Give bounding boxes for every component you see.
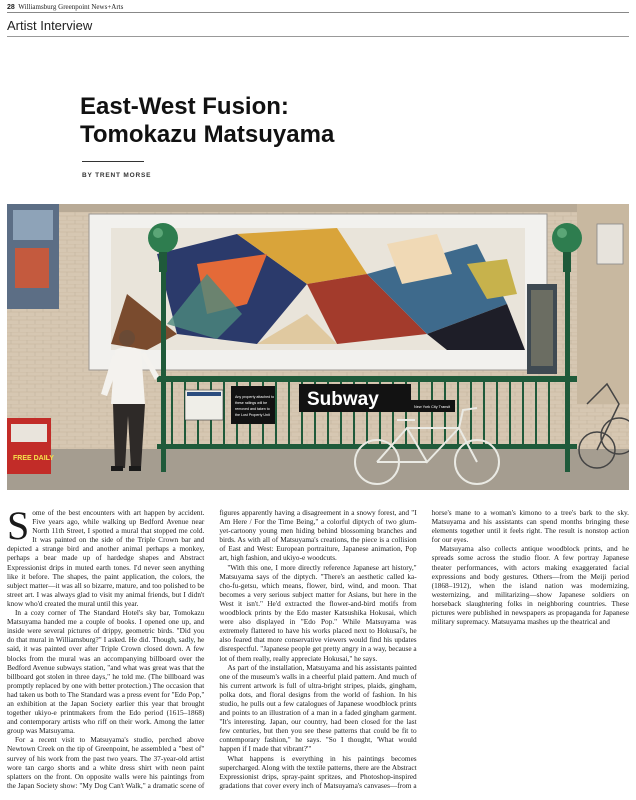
subway-sign: Subway	[307, 389, 379, 410]
paragraph-1-text: ome of the best encounters with art happen by accident. Five years ago, while walking up Bedford Avenue near North 11th Street, I spotted a mural that stopped me cold. It was painted on the side of the Triple Crown bar and depicted a strange bird and another animal perhaps a monkey, perhaps a bear made up of hardedge shapes and Abstract Expressionist drips in muted earth tones. I'd never seen anything like it before. The shapes, the paint application, the colors, the subject matter—it was all so bizarre, mature, and too polished to be street art. I was always glad to visit my animal friends, but I didn't know who'd created the mural until this year.	[7, 508, 205, 608]
paragraph-4: "With this one, I more directly reference Japanese art history," Matsuyama says of the diptych. "There's an aesthetic called ka-cho-fu-getsu, which means, flower, bird, wind, and moon. That becomes a very serious subject matter for Asians, but here in the West it isn't." He'd extracted the flower-and-bird motifs from woodblock prints by the Edo master Katsushika Hokusai, which were also displayed in "Edo Pop." While Matsuyama was extremely flattered to have his works placed next to Hokusai's, he also feared that more conservative viewers would find his updates disrespectful. "Japanese people get pretty angry in a way, because a lot of them really, really appreciate Hokusai," he says.	[219, 562, 417, 663]
paragraph-3: For a recent visit to Matsuyama's studio, perched above Newtown Creek on the tip of Greenpoint, he assembled a "best of" survey of his work from the past two years. The 37-year-old artist wore tan cargo shorts and a white dress shirt with neon paint splatters on the front. On opposite walls were his paintings from the Japan Society show: "My Dog Can't Walk," a dramatic scene of figures apparently having a disagreement in a snowy forest, and "I Am Here / For the Time Being," a colorful diptych of two glum-yet-cartoony young men hiding behind blossoming branches and birds. As with all of Matsuyama's creations, the piece is a collision of East and West: European portraiture, Japanese animation, Pop art, high fashion, and ukiyo-e woodcuts.	[7, 508, 417, 790]
running-header	[7, 3, 123, 11]
publication-name: Williamsburg Greenpoint News+Arts	[18, 3, 124, 11]
section-rule	[7, 36, 629, 37]
byline: BY TRENT MORSE	[82, 172, 152, 179]
paragraph-7: Matsuyama also collects antique woodblock prints, and he spreads some across the studio floor. A few portray Japanese theater performances, with actors making exaggerated facial expressions and body gestures. Others—from the Meiji period (1868–1912), when the island nation was modernizing, westernizing, and militarizing—show Japanese soldiers on horseback slaughtering folks in neighboring countries. These pictures were published in newspapers as propaganda for Japanese military supremacy. Matsuyama mashes up the theatrical and	[431, 544, 629, 627]
paragraph-5: As part of the installation, Matsuyama and his assistants painted one of the museum's walls in a cheerful plaid pattern. And much of his current artwork is full of ultra-bright stripes, plaids, gingham, polka dots, and floral designs from the world of fashion. In his studio, he pulls out a few catalogues of Japanese woodblock prints and points to an illustration of a man in a faded gingham garment. "It's interesting. Japan, our country, had been closed for the last few centuries, but then you see these patterns that could be fit to contemporary fashion," he says. "So I thought, 'What would happen if I made that vibrant?'"	[219, 662, 417, 754]
title-line-1: East-West Fusion:	[80, 93, 289, 120]
title-rule	[82, 161, 144, 162]
svg-text:these railings will be: these railings will be	[235, 401, 268, 405]
article-body	[7, 503, 629, 798]
free-daily-text: FREE DAILY	[13, 455, 54, 462]
paragraph-2: In a cozy corner of The Standard Hotel's sky bar, Tomokazu Matsuyama handed me a couple of books. I opened one up, and inside were several pictures of drippy, geometric birds. "Did you do that mural in Williamsburg?" I asked. He did. Though, sadly, he said, it was painted over after Triple Crown closed down. A few blocks from the mural was an accompanying billboard over the Bedford Avenue subways station, "and what was great was that the billboard got stolen in three days," he told me. (The billboard was promptly replaced by one with better protection.) The occasion that had taken us both to The Standard was a press event for "Edo Pop," an exhibition at the Japan Society earlier this year that brought together ukiyo-e printmakers from the Edo period (1615–1868) and contemporary artists who riff on their work. Among the latter group was Matsuyama.	[7, 608, 205, 736]
title-line-2: Tomokazu Matsuyama	[80, 121, 335, 148]
section-label: Artist Interview	[7, 18, 93, 33]
page-number: 28	[7, 4, 15, 11]
transit-sign: New York City Transit	[414, 405, 451, 409]
article-title	[80, 93, 334, 149]
svg-text:the Lost Property Unit: the Lost Property Unit	[235, 413, 270, 417]
paragraph-6: What happens is everything in his paintings becomes supercharged. Along with the textile patterns, there are the Abstract Expressionist drips, spray-paint spritzes, and Photoshop-inspired gradations that cover every inch of Matsuyama's canvases—from a horse's mane to a woman's kimono to a tree's bark to the sky. Matsuyama and his assistants can spend months bringing these elements together until it feels right. The result is nonstop action for our eyes.	[219, 508, 629, 790]
header-rule	[7, 12, 629, 13]
drop-cap: S	[7, 503, 30, 548]
paragraph-1	[7, 503, 205, 608]
svg-text:removed and taken to: removed and taken to	[235, 407, 270, 411]
article-photo	[7, 204, 629, 490]
svg-text:Any property attached to: Any property attached to	[235, 395, 275, 399]
